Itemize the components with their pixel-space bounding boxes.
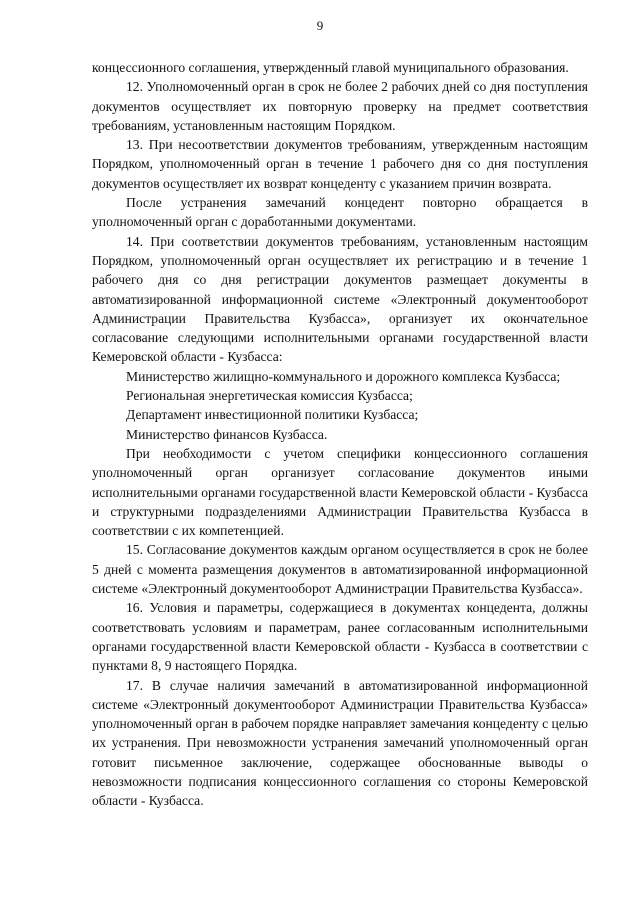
list-item-energy-commission: Региональная энергетическая комиссия Кузбасса; — [126, 388, 413, 404]
paragraph-additional-approval: При необходимости с учетом специфики концессионного соглашения уполномоченный орган организует согласование документов иными исполнительными органами государственной власти Кемеровской области - Кузбасса и структурными подразделениями Администрации Правительства Кузбасса в соответствии с их компетенцией. — [92, 445, 588, 539]
list-item-ministry-finance: Министерство финансов Кузбасса. — [126, 426, 328, 442]
document-body — [92, 58, 588, 811]
paragraph-item-17: 17. В случае наличия замечаний в автоматизированной информационной системе «Электронный документооборот Администрации Правительства Кузбасса» уполномоченный орган в рабочем порядке направляет замечания концеденту с целью их устранения. При невозможности устранения замечаний уполномоченный орган готовит письменное заключение, содержащее обоснованные выводы о невозможности подписания концессионного соглашения со стороны Кемеровской области - Кузбасса. — [92, 677, 588, 809]
paragraph-item-13: 13. При несоответствии документов требованиям, утвержденным настоящим Порядком, уполномоченный орган в течение 1 рабочего дня со дня поступления документов осуществляет их возврат концеденту с указанием причин возврата. — [92, 137, 588, 191]
paragraph-item-16: 16. Условия и параметры, содержащиеся в документах концедента, должны соответствовать условиям и параметрам, ранее согласованным исполнительными органами государственной власти Кемеровской области - Кузбасса в соответствии с пунктами 8, 9 настоящего Порядка. — [92, 600, 588, 674]
paragraph-item-14: 14. При соответствии документов требованиям, установленным настоящим Порядком, уполномоченный орган осуществляет их регистрацию и в течение 1 рабочего дня со дня регистрации документов размещает документы в автоматизированной информационной системе «Электронный документооборот Администрации Правительства Кузбасса», организует их окончательное согласование следующими исполнительными органами государственной власти Кемеровской области - Кузбасса: — [92, 233, 588, 365]
paragraph-item-12: 12. Уполномоченный орган в срок не более 2 рабочих дней со дня поступления документов осуществляет их повторную проверку на предмет соответствия требованиям, установленным настоящим Порядком. — [92, 79, 588, 133]
page-number: 9 — [316, 18, 324, 33]
paragraph-continuation: концессионного соглашения, утвержденный главой муниципального образования. — [92, 60, 569, 75]
paragraph-item-15: 15. Согласование документов каждым органом осуществляется в срок не более 5 дней с момента размещения документов в автоматизированной информационной системе «Электронный документооборот Администрации Правительства Кузбасса». — [92, 542, 588, 597]
list-item-ministry-housing: Министерство жилищно-коммунального и дорожного комплекса Кузбасса; — [126, 368, 561, 384]
list-item-investment-department: Департамент инвестиционной политики Кузбасса; — [126, 407, 419, 423]
paragraph-resubmission: После устранения замечаний концедент повторно обращается в уполномоченный орган с доработанными документами. — [92, 195, 588, 230]
